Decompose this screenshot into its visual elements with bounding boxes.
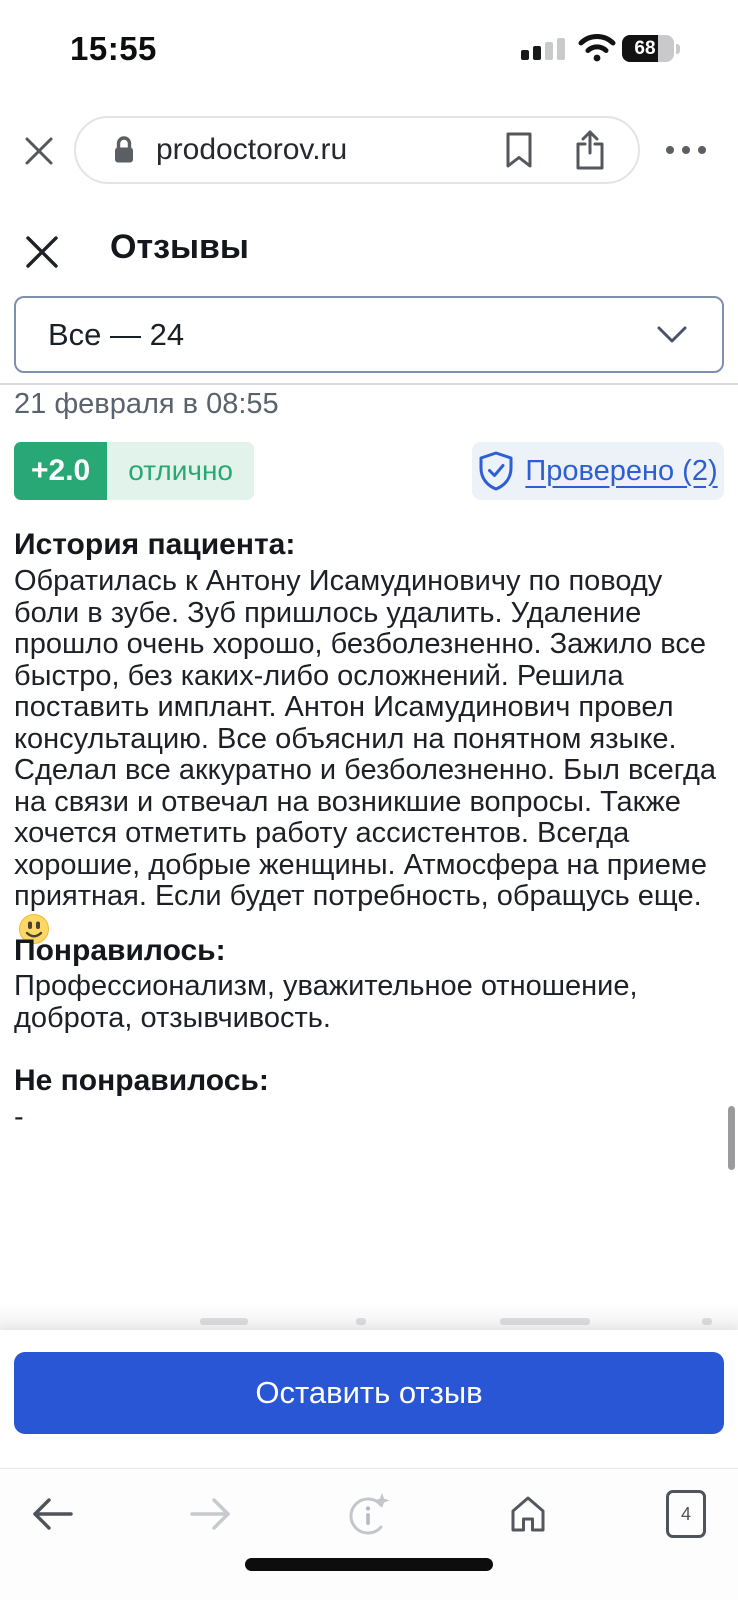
status-time: 15:55 bbox=[70, 30, 157, 67]
home-indicator-handle[interactable] bbox=[245, 1558, 493, 1571]
share-icon[interactable] bbox=[574, 129, 606, 171]
filter-value: Все — 24 bbox=[48, 316, 185, 352]
verified-chip[interactable] bbox=[472, 442, 724, 500]
tab-switcher-button[interactable] bbox=[660, 1488, 712, 1540]
disliked-text: - bbox=[14, 1101, 24, 1133]
reviews-filter-select[interactable] bbox=[14, 296, 724, 373]
tab-switcher-icon bbox=[666, 1490, 706, 1538]
history-text: Обратилась к Антону Исамудиновичу по поводу боли в зубе. Зуб пришлось удалить. Удаление прошло очень хорошо, безболезненно. Зажило все быстро, без каких-либо осложнений. Решила поставить имплант. Антон Исамудинович провел консультацию. Все объяснил на понятном языке. Сделал все аккуратно и безболезненно. Был всегда на связи и отвечал на возникшие вопросы. Также хочется отметить работу ассистентов. Всегда хорошие, добрые женщины. Атмосфера на приеме приятная. Если будет потребность, обращусь еще. bbox=[14, 566, 726, 947]
chevron-down-icon bbox=[656, 325, 688, 345]
rating-badge bbox=[14, 442, 254, 500]
review-date: 21 февраля в 08:55 bbox=[14, 388, 279, 420]
cellular-signal-icon bbox=[521, 36, 569, 60]
cutoff-next-review bbox=[0, 1302, 738, 1330]
page-insights-icon[interactable] bbox=[343, 1488, 395, 1540]
liked-heading: Понравилось: bbox=[14, 934, 226, 967]
rating-label: отлично bbox=[107, 442, 254, 500]
battery-nub bbox=[676, 44, 680, 54]
wifi-icon bbox=[577, 33, 617, 63]
forward-button[interactable] bbox=[185, 1488, 237, 1540]
shield-check-icon bbox=[478, 451, 514, 491]
lock-icon bbox=[112, 135, 136, 165]
battery-percent: 68 bbox=[634, 37, 656, 59]
url-bar[interactable] bbox=[74, 116, 640, 184]
bookmark-icon[interactable] bbox=[504, 131, 534, 169]
section-divider bbox=[0, 383, 738, 385]
leave-review-button[interactable]: Оставить отзыв bbox=[14, 1352, 724, 1434]
history-heading: История пациента: bbox=[14, 528, 296, 561]
liked-text: Профессионализм, уважительное отношение, доброта, отзывчивость. bbox=[14, 970, 638, 1034]
verified-link[interactable]: Проверено (2) bbox=[525, 454, 718, 487]
scrollbar-thumb[interactable] bbox=[728, 1106, 735, 1170]
browser-close-button[interactable] bbox=[18, 130, 60, 172]
home-icon[interactable] bbox=[502, 1488, 554, 1540]
browser-bottom-toolbar bbox=[0, 1468, 738, 1600]
reviews-close-button[interactable] bbox=[20, 230, 64, 274]
disliked-heading: Не понравилось: bbox=[14, 1064, 269, 1097]
tab-count: 4 bbox=[680, 1503, 691, 1524]
rating-value: +2.0 bbox=[14, 442, 107, 500]
battery-icon bbox=[622, 35, 674, 62]
overflow-menu-icon[interactable] bbox=[656, 134, 716, 166]
url-text: prodoctorov.ru bbox=[156, 133, 348, 166]
page-title: Отзывы bbox=[110, 228, 249, 266]
back-button[interactable] bbox=[26, 1488, 78, 1540]
